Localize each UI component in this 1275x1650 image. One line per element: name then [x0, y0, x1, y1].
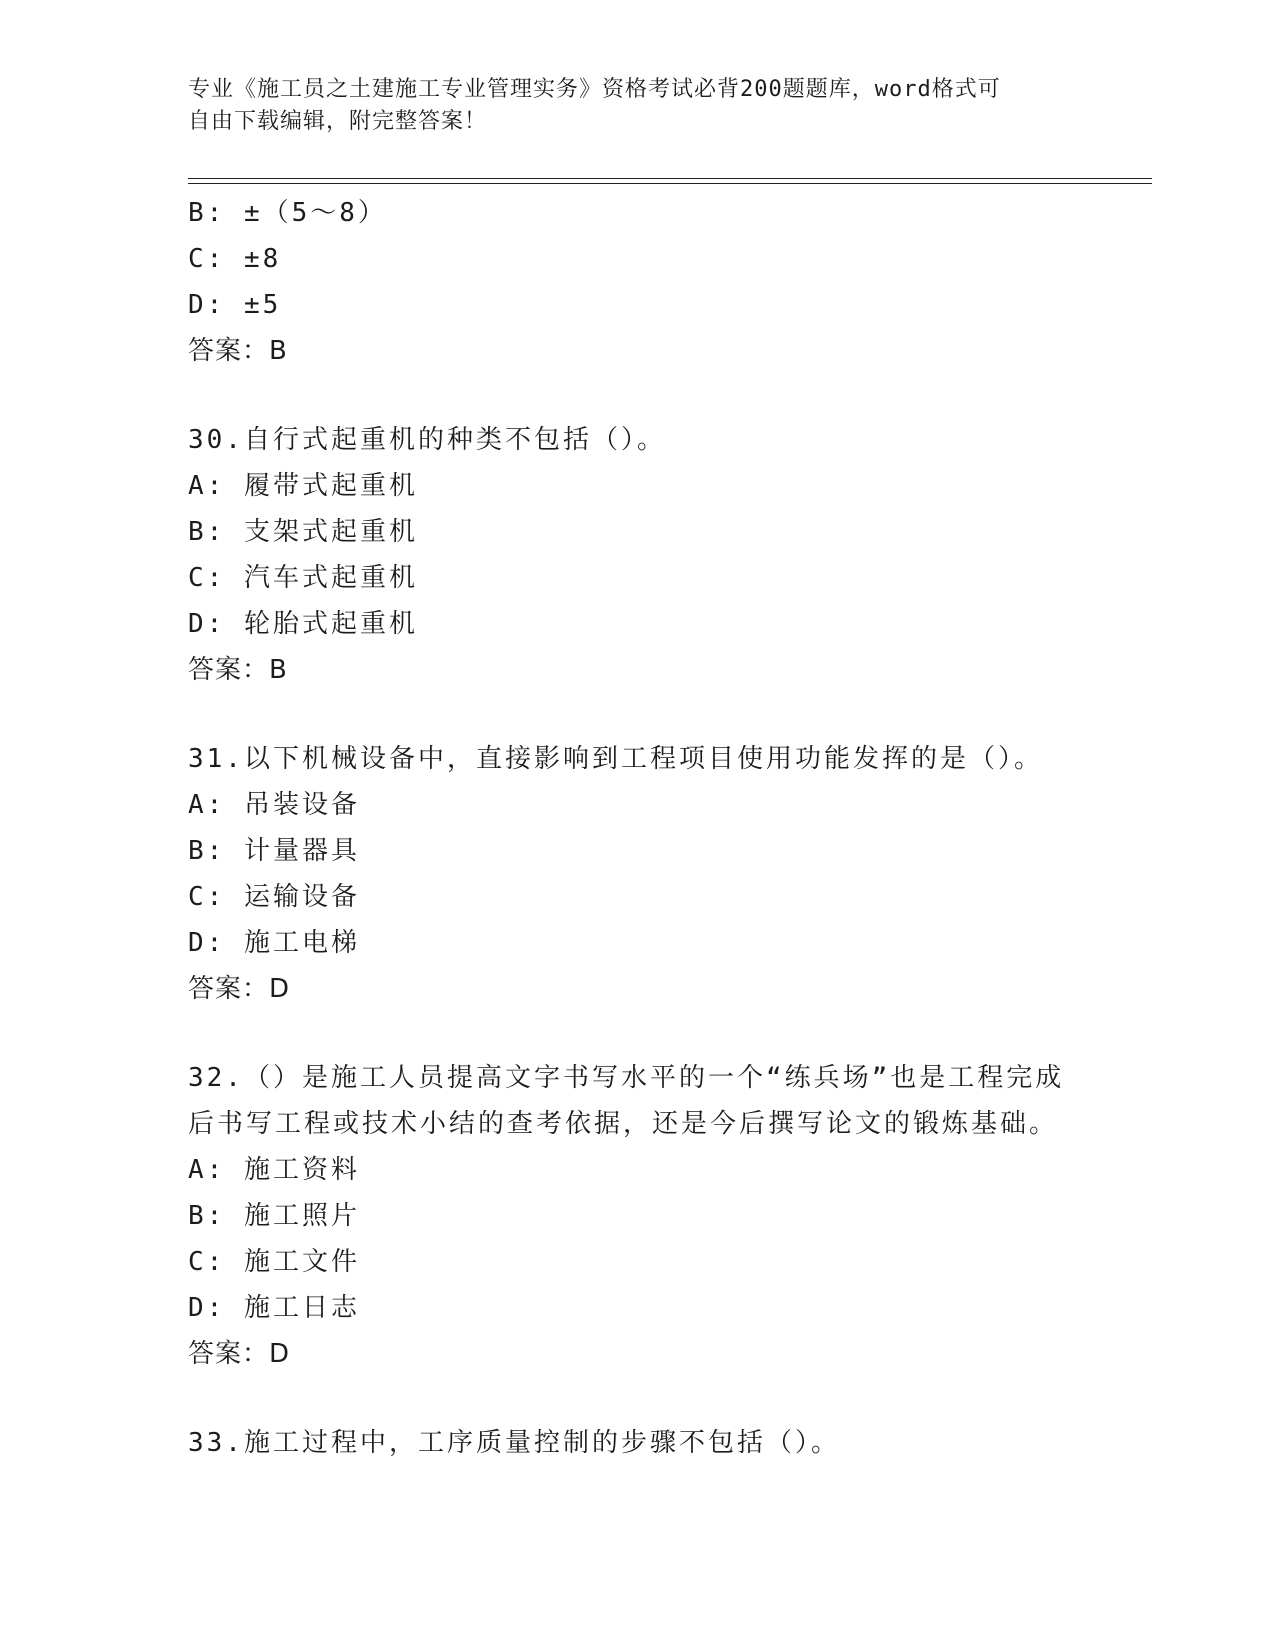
- question-text-line-2: 后书写工程或技术小结的查考依据，还是今后撰写论文的锻炼基础。: [188, 1109, 1059, 1139]
- question-block-30: [188, 417, 1108, 693]
- answer-line: 答案：D: [188, 974, 291, 1004]
- question-text: 31.以下机械设备中，直接影响到工程项目使用功能发挥的是（）。: [188, 744, 1043, 774]
- option-d: D: 施工电梯: [188, 928, 360, 958]
- question-text: 30.自行式起重机的种类不包括（）。: [188, 425, 666, 455]
- header-divider-top: [188, 178, 1152, 179]
- question-text: 33.施工过程中，工序质量控制的步骤不包括（）。: [188, 1428, 840, 1458]
- option-b: B: ±（5～8）: [188, 198, 387, 228]
- option-d: D: ±5: [188, 290, 282, 320]
- answer-line: 答案：B: [188, 336, 288, 366]
- option-d: D: 轮胎式起重机: [188, 609, 418, 639]
- header-divider-bottom: [188, 183, 1152, 184]
- option-a: A: 吊装设备: [188, 790, 360, 820]
- question-block-32: [188, 1055, 1108, 1377]
- option-c: C: 汽车式起重机: [188, 563, 418, 593]
- question-block-29-continued: [188, 190, 1108, 374]
- question-block-31: [188, 736, 1108, 1012]
- question-text-line-1: 32.（）是施工人员提高文字书写水平的一个“练兵场”也是工程完成: [188, 1063, 1065, 1093]
- option-c: C: 施工文件: [188, 1247, 360, 1277]
- answer-line: 答案：B: [188, 655, 288, 685]
- document-header: [188, 74, 1068, 138]
- option-c: C: 运输设备: [188, 882, 360, 912]
- option-b: B: 施工照片: [188, 1201, 360, 1231]
- option-c: C: ±8: [188, 244, 282, 274]
- answer-line: 答案：D: [188, 1339, 291, 1369]
- option-a: A: 履带式起重机: [188, 471, 418, 501]
- option-b: B: 计量器具: [188, 836, 360, 866]
- question-block-33: [188, 1420, 1108, 1466]
- question-list: [188, 190, 1108, 1466]
- option-a: A: 施工资料: [188, 1155, 360, 1185]
- header-title-line-1: 专业《施工员之土建施工专业管理实务》资格考试必背200题题库，word格式可: [188, 77, 1001, 102]
- header-title-line-2: 自由下载编辑，附完整答案！: [188, 109, 488, 134]
- option-d: D: 施工日志: [188, 1293, 360, 1323]
- option-b: B: 支架式起重机: [188, 517, 418, 547]
